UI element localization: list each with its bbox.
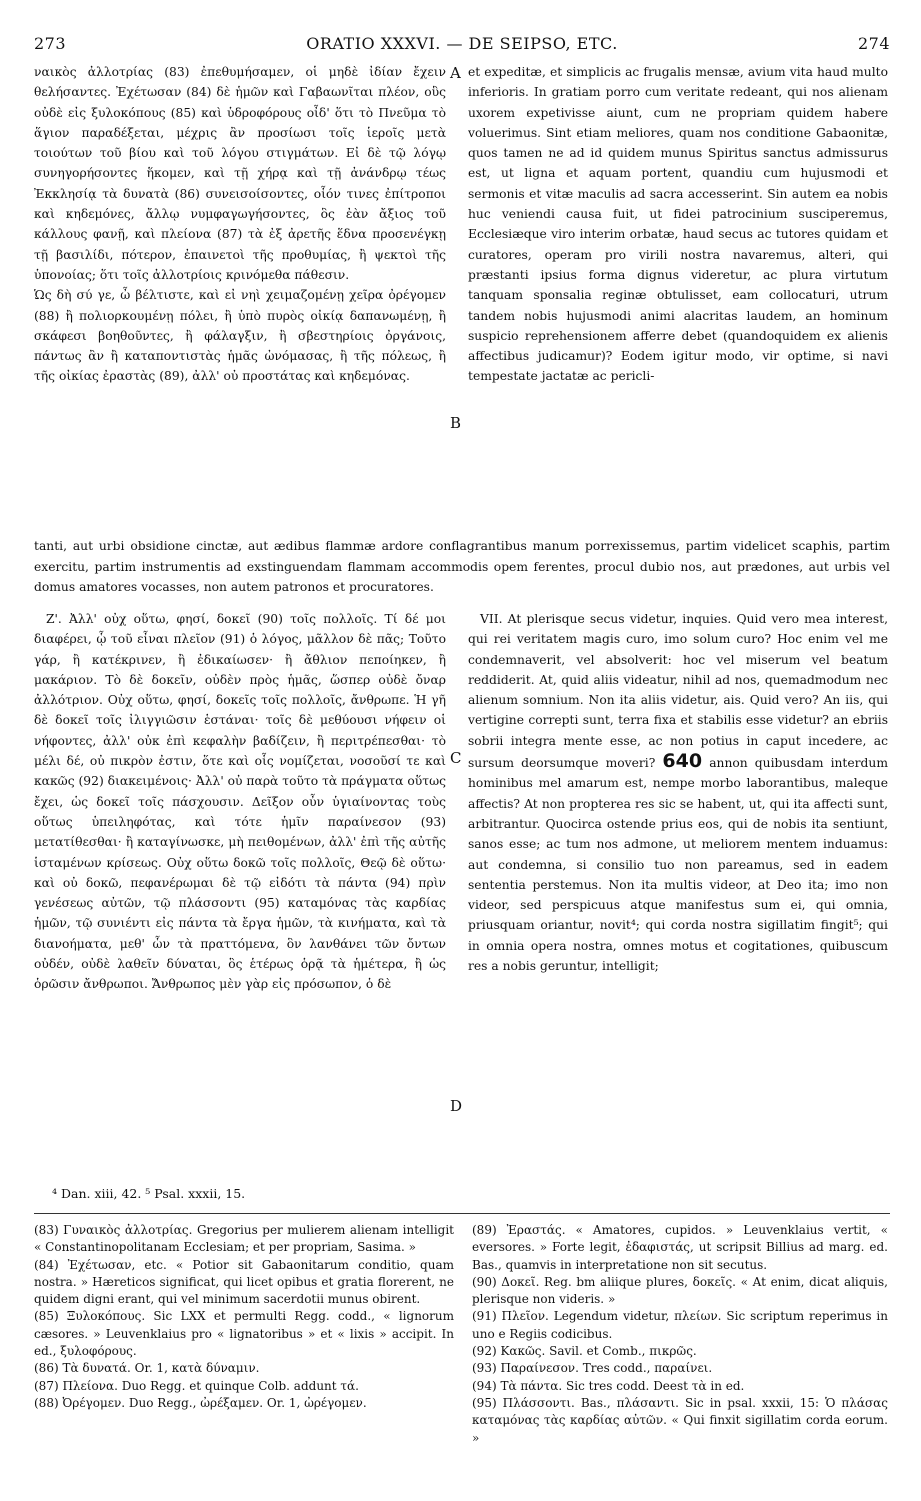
footnote: (90) Δοκεῖ. Reg. bm aliique plures, δοκεῖς. « At enim, dicat aliquis, plerisque non videris. » — [472, 1274, 888, 1307]
greek-column-top — [34, 62, 446, 534]
margin-letter-a: A — [450, 64, 461, 82]
footnote: (92) Κακῶς. Savil. et Comb., πικρῶς. — [472, 1344, 697, 1359]
latin-wide-paragraph: tanti, aut urbi obsidione cinctæ, aut ædibus flammæ ardore conflagrantibus manum porrexissemus, partim videlicet scaphis, partim exercitu, partim instrumentis ad exstinguendam flammam accommodis opem ferentes, procul dubio nos, aut prædones, aut urbis vel domus amatores vocasses, non autem patronos et procuratores. — [34, 539, 890, 594]
page-number-right: 274 — [857, 34, 890, 53]
margin-letter-d: D — [450, 1097, 463, 1115]
latin-paragraph: et expeditæ, et simplicis ac frugalis mensæ, avium vita haud multo inferioris. In gratiam porro cum veritate redeant, qui nos alienam uxorem expetivisse aiunt, cum ne propriam quidem habere voluerimus. Sint etiam meliores, quam nos conditione Gabaonitæ, quos tamen ne ad id quidem munus Spiritus sanctus admissurus est, ut ligna et aquam portent, quandiu cum hujusmodi et sermonis et vitæ maculis ad sacra accesserint. Sin autem ea nobis huc veniendi causa fuit, ut fidei patrocinium susciperemus, Ecclesiæque viro interim orbatæ, haud secus ac tutores quidam et curatores, operam pro virili nostra navaremus, alteri, qui præstanti ipsius forma dignus videretur, ac plura virtutum tanquam sponsalia reginæ obtulisset, eam collocaturi, utrum tandem nobis hujusmodi animi alacritas laudem, an hominum suspicio reprehensionem afferre debet (quandoquidem ex alienis affectibus judicamur)? Eodem igitur modo, vir optime, si navi tempestate jactatæ ac pericli- — [468, 65, 888, 384]
margin-letter-c: C — [450, 749, 462, 767]
footnote: (86) Τὰ δυνατά. Or. 1, κατὰ δύναμιν. — [34, 1361, 260, 1376]
column-number: 640 — [662, 750, 703, 773]
running-title: ORATIO XXXVI. — DE SEIPSO, ETC. — [306, 34, 618, 53]
footnote: (84) Ἐχέτωσαν, etc. « Potior sit Gabaonitarum conditio, quam nostra. » Hæreticos significat, qui licet opibus et gratia florerent, ne quidem digni erant, qui vel minimum sacerdotii munus obirent. — [34, 1257, 454, 1307]
footnote: (93) Παραίνεσον. Tres codd., παραίνει. — [472, 1361, 713, 1376]
footnote: (94) Τὰ πάντα. Sic tres codd. Deest τὰ in ed. — [472, 1378, 745, 1393]
footnote: (88) Ὀρέγομεν. Duo Regg., ὠρέξαμεν. Or. 1, ὠρέγομεν. — [34, 1395, 367, 1410]
scripture-references: ⁴ Dan. xiii, 42. ⁵ Psal. xxxii, 15. — [52, 1186, 246, 1201]
latin-column-top — [468, 62, 888, 534]
latin-column-middle — [468, 609, 888, 1177]
footnote: (87) Πλείονα. Duo Regg. et quinque Colb. addunt τά. — [34, 1378, 359, 1393]
greek-paragraph: Ζ'. Ἀλλ' οὐχ οὕτω, φησί, δοκεῖ (90) τοῖς πολλοῖς. Τί δέ μοι διαφέρει, ᾧ τοῦ εἶναι πλεῖον (91) ὁ λόγος, μᾶλλον δὲ πᾶς; Τοῦτο γάρ, ἢ κατέκρινεν, ἢ ἐδικαίωσεν· ἢ ἄθλιον πεποίηκεν, ἢ μακάριον. Τὸ δὲ δοκεῖν, οὐδὲν πρὸς ἡμᾶς, ὥσπερ οὐδὲ ὄναρ ἀλλότριον. Οὐχ οὕτω, φησί, δοκεῖς τοῖς πολλοῖς, ἄνθρωπε. Ἡ γῆ δὲ δοκεῖ τοῖς ἰλιγγιῶσιν ἑστάναι· τοῖς δὲ μεθύουσι νήφειν οἱ νήφοντες, ἀλλ' οὐκ ἐπὶ κεφαλὴν βαδίζειν, ἢ περιτρέπεσθαι· τὸ μέλι δέ, οὐ πικρὸν ἐστιν, ὅτε καὶ οἷς νομίζεται, νοσοῦσί τε καὶ κακῶς (92) διακειμένοις· Ἀλλ' οὐ παρὰ τοῦτο τὰ πράγματα οὕτως ἔχει, ὡς δοκεῖ τοῖς πάσχουσιν. Δεῖξον οὖν ὑγιαίνοντας τοὺς οὕτως ὑπειληφότας, καὶ τότε ἡμῖν παραίνεσον (93) μετατίθεσθαι· ἢ καταγίνωσκε, μὴ πειθομένων, ἀλλ' ἐπὶ τῆς αὐτῆς ἱσταμένων κρίσεως. Οὐχ οὕτω δοκῶ τοῖς πολλοῖς, Θεῷ δὲ οὕτω· καὶ οὐ δοκῶ, πεφανέρωμαι δὲ τῷ εἰδότι τὰ πάντα (94) πρὶν γενέσεως αὐτῶν, τῷ πλάσσοντι (95) καταμόνας τὰς καρδίας ἡμῶν, τῷ συνιέντι εἰς πάντα τὰ ἔργα ἡμῶν, τὰ κινήματα, καὶ τὰ διανοήματα, μεθ' ὧν τὰ πραττόμενα, ὃν λανθάνει τῶν ὄντων οὐδέν, οὐδὲ λαθεῖν δύναται, ὃς ἑτέρως ὁρᾷ τὰ ἡμέτερα, ἢ ὡς ὁρῶσιν ἄνθρωποι. Ἄνθρωπος μὲν γὰρ εἰς πρόσωπον, ὁ δὲ — [34, 612, 446, 992]
footnotes-right — [472, 1222, 888, 1447]
footnote-divider — [34, 1213, 890, 1214]
running-header — [34, 34, 890, 58]
margin-letter-b: B — [450, 414, 462, 432]
latin-paragraph — [468, 609, 888, 976]
footnote: (89) Ἐραστάς. « Amatores, cupidos. » Leuvenklaius vertit, « eversores. » Forte legit, ἐδαφιστάς, ut scripsit Billius ad marg. ed. Bas., quamvis in interpretatione non sit secutus. — [472, 1223, 888, 1272]
greek-paragraph: Ὡς δὴ σύ γε, ὦ βέλτιστε, καὶ εἰ νηὶ χειμαζομένῃ χεῖρα ὀρέγομεν (88) ἢ πολιορκουμένῃ πόλει, ἢ ὑπὸ πυρὸς οἰκίᾳ δαπανωμένῃ, ἢ σκάφεσι βοηθοῦντες, ἢ φάλαγξιν, ἢ σβεστηρίοις ὀργάνοις, πάντως ἂν ἢ καταποντιστὰς ἡμᾶς ὠνόμασας, ἢ τῆς πόλεως, ἢ τῆς οἰκίας ἐραστὰς (89), ἀλλ' οὐ προστάτας καὶ κηδεμόνας. — [34, 288, 446, 384]
footnote: (83) Γυναικὸς ἀλλοτρίας. Gregorius per mulierem alienam intelligit « Constantinopolitanam Ecclesiam; et per propriam, Sasima. » — [34, 1223, 454, 1255]
page-number-left: 273 — [34, 34, 67, 53]
footnote: (91) Πλεῖον. Legendum videtur, πλείων. Sic scriptum reperimus in uno e Regiis codicibus. — [472, 1309, 888, 1341]
latin-text: annon quibusdam interdum hominibus mel amarum est, nempe morbo laborantibus, maleque affectis? At non propterea res sic se habent, ut, qui ita affecti sunt, arbitrantur. Quocirca ostende prius eos, qui de nobis ita sentiunt, sanos esse; ac tum nos admone, ut meliorem mentem induamus: aut condemna, si consilio tuo non pareamus, sed in eadem sententia perstemus. Non ita multis videor, at Deo ita; imo non videor, sed perspicuus atque manifestus sum ei, qui omnia, priusquam oriantur, novit⁴; qui corda nostra sigillatim fingit⁵; qui in omnia opera nostra, omnes motus et cogitationes, quibuscum res a nobis geruntur, intelligit; — [468, 756, 888, 974]
footnote: (95) Πλάσσοντι. Bas., πλάσαντι. Sic in psal. xxxii, 15: Ὁ πλάσας καταμόνας τὰς καρδίας αὐτῶν. « Qui finxit sigillatim corda eorum. » — [472, 1395, 888, 1445]
greek-paragraph: ναικὸς ἀλλοτρίας (83) ἐπεθυμήσαμεν, οἱ μηδὲ ἰδίαν ἔχειν θελήσαντες. Ἐχέτωσαν (84) δὲ ἡμῶν καὶ Γαβαωνῖται πλέον, οὓς οὐδὲ εἰς ξυλοκόπους (85) καὶ ὑδροφόρους οἶδ' ὅτι τὸ Πνεῦμα τὸ ἅγιον παραδέξεται, μέχρις ἂν προσίωσι τοῖς ἱεροῖς μετὰ τοιούτων τοῦ βίου καὶ τοῦ λόγου στιγμάτων. Εἰ δὲ τῷ λόγῳ συνηγορήσοντες ἥκομεν, καὶ τῇ χήρᾳ καὶ τῇ ἀνάνδρῳ τέως Ἐκκλησίᾳ τὰ δυνατὰ (86) συνεισοίσοντες, οἷόν τινες ἐπίτροποι καὶ κηδεμόνες, ἄλλῳ νυμφαγωγήσοντες, ὃς ἐὰν ἄξιος τοῦ κάλλους φανῇ, καὶ πλείονα (87) τὰ ἐξ ἀρετῆς ἕδνα προσενέγκῃ τῇ βασιλίδι, πότερον, ἐπαινετοὶ τῆς προθυμίας, ἢ ψεκτοὶ τῆς ὑπονοίας; ὅτι τοῖς ἀλλοτρίοις κρινόμεθα πάθεσιν. — [34, 65, 446, 282]
greek-column-middle — [34, 609, 446, 1177]
latin-text: VII. At plerisque secus videtur, inquies. Quid vero mea interest, qui rei veritatem magis curo, imo solum curo? Hoc enim vel me condemnaverit, vel absolverit: hoc vel miserum vel beatum reddiderit. At, quid aliis videatur, nihil ad nos, quemadmodum nec alienum somnium. Non ita aliis videtur, ais. Quid vero? An iis, qui vertigine correpti sunt, terra fixa et stabilis esse videtur? an ebriis sobrii integra mente esse, ac non potius in caput incedere, ac sursum deorsumque moveri? — [468, 612, 888, 771]
footnotes-left — [34, 1222, 454, 1412]
footnote: (85) Ξυλοκόπους. Sic LXX et permulti Regg. codd., « lignorum cæsores. » Leuvenklaius pro « lignatoribus » et « lixis » accipit. In ed., ξυλοφόρους. — [34, 1309, 454, 1359]
